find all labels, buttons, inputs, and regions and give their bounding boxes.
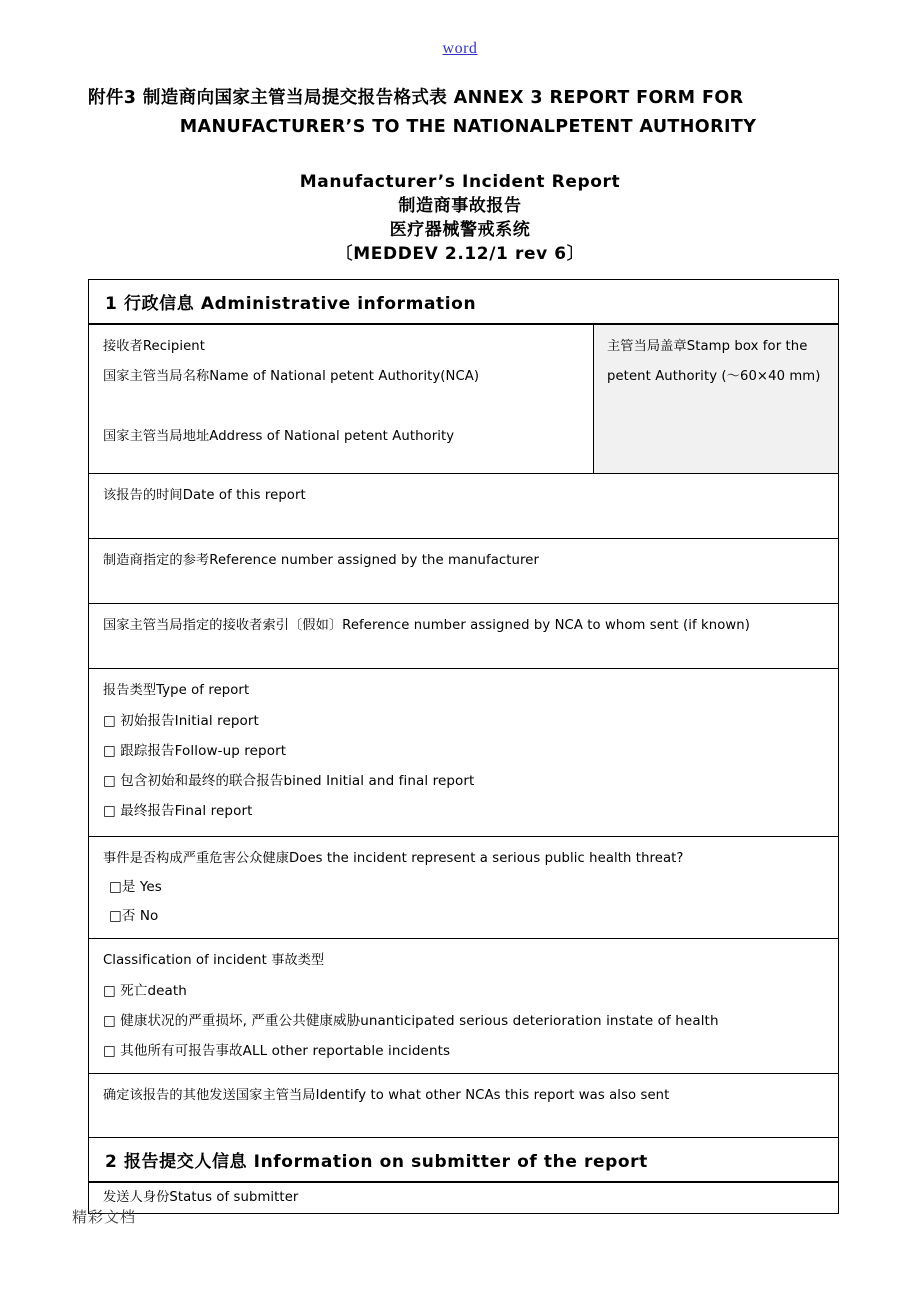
classification-row [89, 939, 839, 1074]
public-health-threat-row [89, 837, 839, 939]
stamp-box-line-1: 主管当局盖章Stamp box for the [607, 339, 808, 354]
date-of-report-cell[interactable] [89, 474, 839, 539]
checkbox-follow-up-report[interactable]: □ 跟踪报告Follow-up report [103, 743, 287, 759]
nca-address-label: 国家主管当局地址Address of National petent Authority [103, 429, 455, 444]
classification-block [89, 939, 838, 1073]
recipient-label: 接收者Recipient [103, 339, 206, 354]
date-of-report-row [89, 474, 839, 539]
checkbox-combined-report[interactable]: □ 包含初始和最终的联合报告bined Initial and final report [103, 773, 475, 789]
page-title [88, 84, 848, 142]
status-of-submitter-label: 发送人身份Status of submitter [103, 1190, 299, 1205]
public-health-threat-block [89, 837, 838, 938]
checkbox-serious-deterioration[interactable]: □ 健康状况的严重损坏, 严重公共健康威胁unanticipated serious deterioration instate of health [103, 1013, 719, 1029]
checkbox-death[interactable]: □ 死亡death [103, 983, 187, 999]
nca-name-label: 国家主管当局名称Name of National petent Authority(NCA) [103, 369, 480, 384]
section-1-header-cell [89, 280, 839, 325]
other-ncas-cell[interactable] [89, 1074, 839, 1138]
subtitle-line-4: 〔MEDDEV 2.12/1 rev 6〕 [335, 244, 585, 264]
public-health-threat-cell[interactable] [89, 837, 839, 939]
subtitle-line-2: 制造商事故报告 [398, 196, 522, 216]
page-title-line-1: 附件3 制造商向国家主管当局提交报告格式表 ANNEX 3 REPORT FORM FOR [88, 88, 744, 108]
report-form-table [88, 279, 839, 1214]
other-ncas-row [89, 1074, 839, 1138]
stamp-box-block [594, 325, 838, 399]
section-2-header-row [89, 1138, 839, 1183]
subtitle-line-3: 医疗器械警戒系统 [389, 220, 531, 240]
subtitle-line-1: Manufacturer’s Incident Report [299, 172, 621, 192]
nca-reference-cell[interactable] [89, 604, 839, 669]
recipient-cell[interactable] [89, 324, 594, 474]
footer-watermark: 精彩文档 [72, 1210, 137, 1226]
other-ncas-label: 确定该报告的其他发送国家主管当局Identify to what other NCAs this report was also sent [103, 1088, 670, 1103]
recipient-block [89, 325, 593, 459]
status-of-submitter-row [89, 1182, 839, 1214]
page-title-line-2: MANUFACTURER’S TO THE NATIONALPETENT AUTHORITY [179, 117, 757, 137]
recipient-row [89, 324, 839, 474]
section-2-header-text: 2 报告提交人信息 Information on submitter of the report [105, 1152, 648, 1172]
stamp-box-cell[interactable] [594, 324, 839, 474]
nca-reference-label: 国家主管当局指定的接收者索引〔假如〕Reference number assigned by NCA to whom sent (if known) [103, 618, 750, 633]
checkbox-final-report[interactable]: □ 最终报告Final report [103, 803, 253, 819]
manufacturer-reference-cell[interactable] [89, 539, 839, 604]
nca-reference-row [89, 604, 839, 669]
checkbox-yes[interactable]: □是 Yes [109, 879, 162, 895]
section-1-header-text: 1 行政信息 Administrative information [105, 294, 477, 314]
document-subtitle [0, 170, 920, 266]
classification-label: Classification of incident 事故类型 [103, 953, 325, 968]
manufacturer-reference-label: 制造商指定的参考Reference number assigned by the manufacturer [103, 553, 539, 568]
status-of-submitter-cell[interactable] [89, 1182, 839, 1214]
type-of-report-label: 报告类型Type of report [103, 683, 250, 698]
date-of-report-label: 该报告的时间Date of this report [103, 488, 306, 503]
checkbox-initial-report[interactable]: □ 初始报告Initial report [103, 713, 259, 729]
type-of-report-cell[interactable] [89, 669, 839, 837]
section-1-header-row [89, 280, 839, 325]
checkbox-other-reportable[interactable]: □ 其他所有可报告事故ALL other reportable incidents [103, 1043, 451, 1059]
type-of-report-row [89, 669, 839, 837]
section-2-header-cell [89, 1138, 839, 1183]
classification-cell[interactable] [89, 939, 839, 1074]
manufacturer-reference-row [89, 539, 839, 604]
word-link[interactable]: word [442, 40, 478, 57]
top-link-container [0, 40, 920, 58]
type-of-report-block [89, 669, 838, 833]
public-health-threat-label: 事件是否构成严重危害公众健康Does the incident represent a serious public health threat? [103, 851, 684, 866]
stamp-box-line-2: petent Authority (～60×40 mm) [607, 369, 821, 384]
checkbox-no[interactable]: □否 No [109, 908, 159, 924]
